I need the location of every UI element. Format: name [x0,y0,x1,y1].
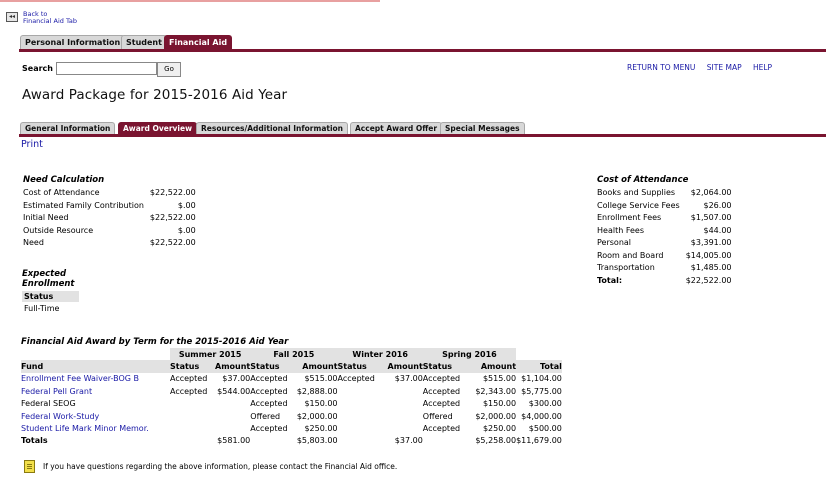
amount-cell [375,410,423,422]
sub-tab-bar [19,121,826,137]
expected-enrollment-heading-line1: Expected [22,269,67,279]
row-label: Books and Supplies [597,188,676,198]
amount-cell [207,422,250,434]
row-value: $1,507.00 [690,213,732,223]
amount-cell [375,385,423,397]
table-row [597,187,732,200]
col-status: Status [170,360,207,372]
col-amount: Amount [375,360,423,372]
totals-summer: $581.00 [217,436,251,446]
amount-cell: $37.00 [394,374,423,384]
total-cell: $300.00 [528,399,562,409]
total-value: $22,522.00 [685,275,732,285]
amount-cell: $515.00 [482,374,517,384]
amount-cell [207,398,250,410]
term-summer-2015: Summer 2015 [170,348,250,360]
tab-accept-award-offer[interactable]: Accept Award Offer [350,122,442,134]
row-label: Outside Resource [23,225,94,235]
col-status: Status [423,360,460,372]
amount-cell: $2,000.00 [475,411,517,421]
col-amount: Amount [460,360,516,372]
row-value: $22,522.00 [149,213,196,223]
total-cell: $4,000.00 [521,411,562,421]
table-row [23,199,196,212]
status-cell: Accepted [422,374,461,384]
row-label: College Service Fees [597,200,680,210]
amount-cell: $250.00 [304,424,338,434]
table-row [21,398,562,410]
fund-link[interactable]: Enrollment Fee Waiver-BOG B [21,374,140,384]
row-label: Estimated Family Contribution [23,200,144,210]
row-value: $1,485.00 [690,263,732,273]
tab-resources-additional-information[interactable]: Resources/Additional Information [196,122,348,134]
cost-of-attendance-heading: Cost of Attendance [597,175,689,186]
amount-cell: $515.00 [304,374,338,384]
back-link[interactable] [23,11,77,25]
row-value: $.00 [177,200,196,210]
status-cell: Accepted [250,424,288,434]
enrollment-status-value: Full-Time [24,304,60,313]
status-cell: Offered [422,411,453,421]
table-row [597,199,732,212]
amount-cell: $150.00 [304,399,338,409]
totals-grand: $11,679.00 [516,436,562,446]
row-value: $2,064.00 [690,188,732,198]
row-label: Need [23,238,44,248]
amount-cell: $250.00 [482,424,517,434]
row-label: Cost of Attendance [23,188,100,198]
amount-cell [375,398,423,410]
table-row [597,237,732,250]
fund-link[interactable]: Student Life Mark Minor Memor. [21,424,149,434]
totals-winter: $37.00 [394,436,423,446]
col-amount: Amount [288,360,338,372]
table-row [21,410,562,422]
row-label: Health Fees [597,225,644,235]
row-label: Room and Board [597,250,664,260]
term-winter-2016: Winter 2016 [338,348,423,360]
status-cell: Accepted [250,386,288,396]
term-fall-2015: Fall 2015 [250,348,337,360]
status-cell [170,422,207,434]
row-label: Transportation [597,263,655,273]
col-fund: Fund [21,360,170,372]
info-note-text: If you have questions regarding the above information, please contact the Financial Aid office. [43,462,398,471]
col-status: Status [250,360,287,372]
table-row [597,249,732,262]
tab-award-overview[interactable]: Award Overview [118,122,197,134]
tab-personal-information[interactable]: Personal Information [20,35,125,49]
row-value: $44.00 [703,225,732,235]
col-total: Total [516,360,562,372]
totals-spring: $5,258.00 [475,436,517,446]
row-value: $22,522.00 [149,188,196,198]
table-row [597,224,732,237]
tab-general-information[interactable]: General Information [20,122,115,134]
amount-cell [207,410,250,422]
status-cell [338,385,375,397]
status-cell: Accepted [250,374,288,384]
term-spring-2016: Spring 2016 [423,348,516,360]
table-row [21,385,562,397]
status-cell [170,410,207,422]
go-button[interactable]: Go [157,62,181,77]
tab-student[interactable]: Student [121,35,167,49]
search-input[interactable] [56,62,157,75]
table-row-totals [21,435,562,447]
main-tab-bar [19,34,826,52]
status-cell [338,422,375,434]
search-label: Search [22,64,53,73]
back-nav[interactable] [6,11,77,25]
total-cell: $500.00 [528,424,562,434]
expected-enrollment-heading [22,269,74,289]
page-title: Award Package for 2015-2016 Aid Year [22,87,288,103]
row-label: Personal [597,238,632,248]
table-row [23,237,196,250]
tab-financial-aid[interactable]: Financial Aid [164,35,232,49]
site-map-link[interactable]: SITE MAP [706,63,742,72]
need-calculation-heading: Need Calculation [23,175,105,186]
top-links [627,63,781,72]
top-accent-strip [0,0,380,2]
totals-fall: $5,803.00 [296,436,338,446]
totals-label: Totals [21,436,48,446]
row-value: $3,391.00 [690,238,732,248]
term-row-spacer [516,348,562,360]
table-row [23,224,196,237]
total-label: Total: [597,275,623,285]
cost-of-attendance-table [597,174,732,287]
status-cell: Accepted [422,399,461,409]
amount-cell [375,422,423,434]
note-icon [24,460,35,473]
need-calculation-table [23,174,196,249]
back-link-line2[interactable]: Financial Aid Tab [23,17,77,25]
table-row-total [597,274,732,287]
row-value: $26.00 [703,200,732,210]
award-by-term-table [21,348,562,447]
return-to-menu-link[interactable]: RETURN TO MENU [627,63,696,72]
amount-cell: $2,000.00 [296,411,338,421]
enrollment-status-header: Status [22,291,79,302]
status-cell: Accepted [170,374,208,384]
status-cell [170,398,207,410]
help-link[interactable]: HELP [753,63,773,72]
back-link-line1[interactable]: Back to [23,10,48,18]
amount-cell: $544.00 [217,386,251,396]
table-row [597,212,732,225]
amount-cell: $150.00 [482,399,517,409]
info-note [24,460,397,473]
status-cell: Accepted [422,424,461,434]
back-arrow-icon[interactable]: ◂◂ [6,12,18,22]
fund-link[interactable]: Federal Work-Study [21,411,100,421]
amount-cell: $2,343.00 [475,386,517,396]
table-row [23,212,196,225]
total-cell: $5,775.00 [521,386,562,396]
col-status: Status [338,360,375,372]
table-row [23,187,196,200]
row-label: Enrollment Fees [597,213,662,223]
status-cell: Accepted [337,374,375,384]
status-cell [338,398,375,410]
fund-name: Federal SEOG [21,399,76,409]
row-value: $.00 [177,225,196,235]
status-cell: Accepted [170,386,208,396]
fund-link[interactable]: Federal Pell Grant [21,386,93,396]
row-value: $14,005.00 [685,250,732,260]
col-amount: Amount [207,360,250,372]
row-label: Initial Need [23,213,69,223]
row-value: $22,522.00 [149,238,196,248]
status-cell [338,410,375,422]
status-cell: Offered [250,411,281,421]
term-row-spacer [21,348,170,360]
award-table-title: Financial Aid Award by Term for the 2015-2016 Aid Year [21,337,289,347]
expected-enrollment-heading-line2: Enrollment [22,279,75,289]
table-row [597,262,732,275]
amount-cell: $2,888.00 [296,386,338,396]
tab-special-messages[interactable]: Special Messages [440,122,525,134]
table-row [21,373,562,385]
total-cell: $1,104.00 [521,374,562,384]
status-cell: Accepted [250,399,288,409]
print-link[interactable]: Print [21,139,43,150]
status-cell: Accepted [422,386,461,396]
amount-cell: $37.00 [222,374,251,384]
table-row [21,422,562,434]
